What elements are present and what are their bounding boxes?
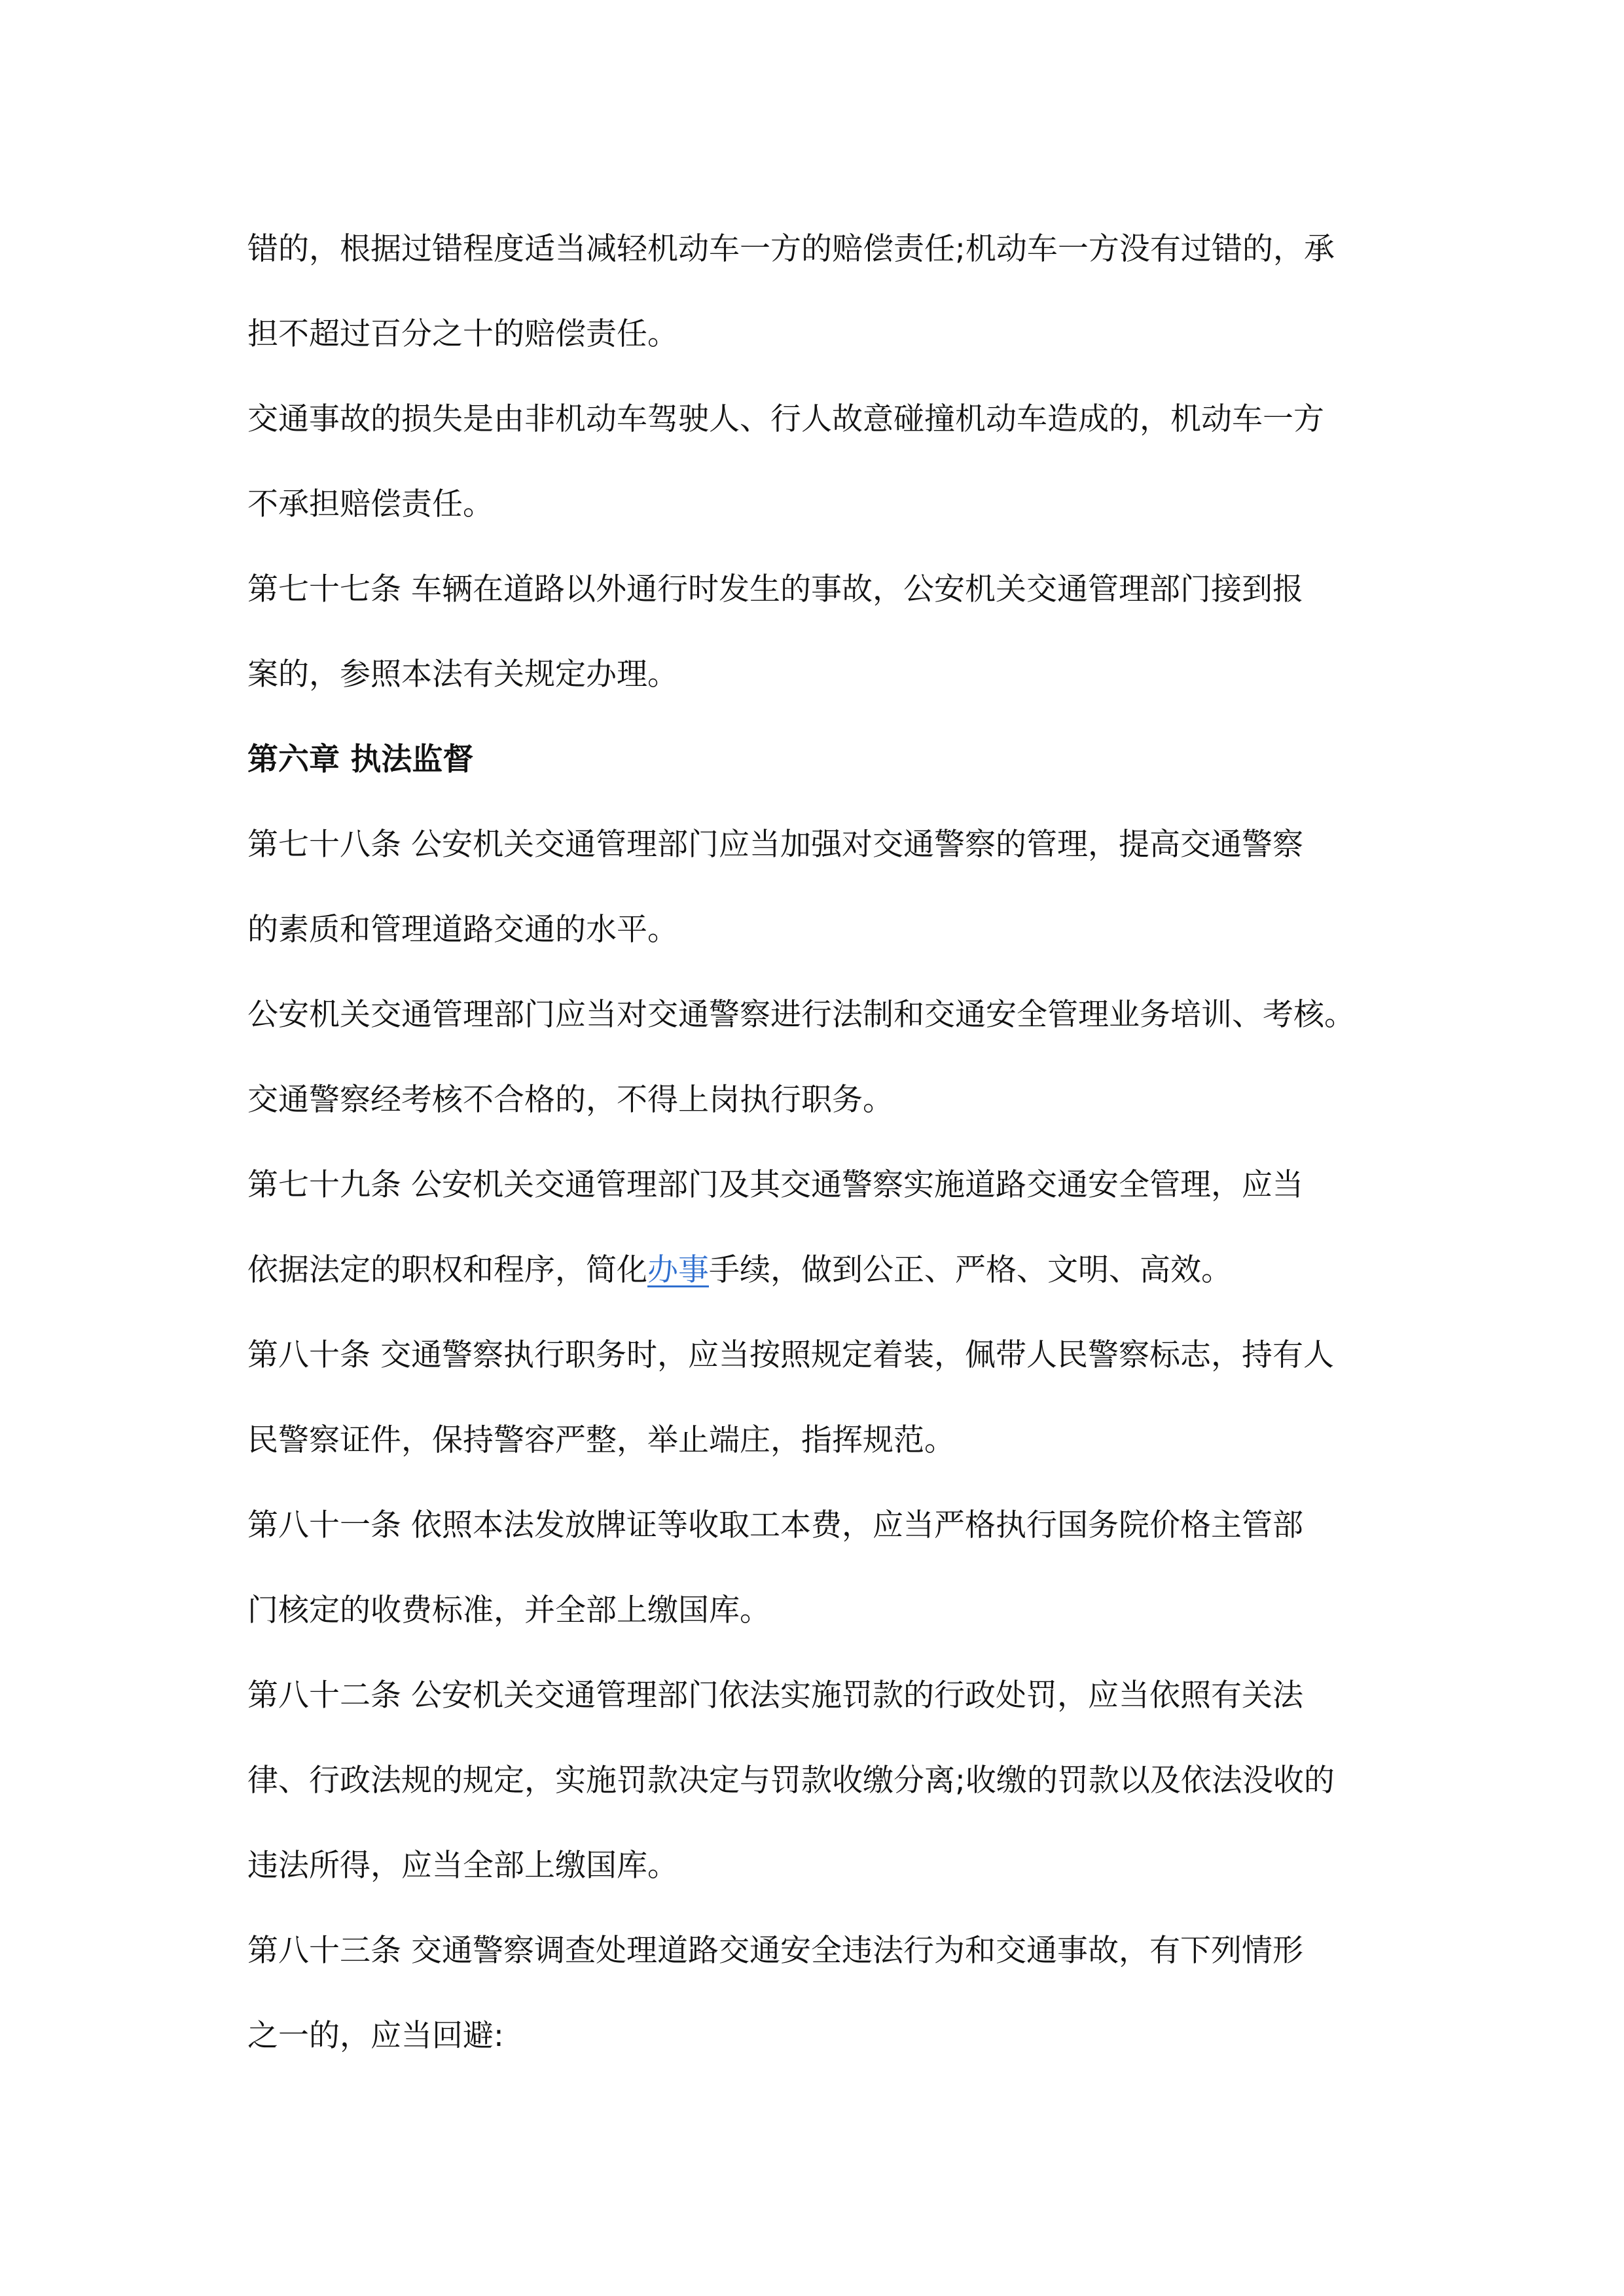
text-line: 案的，参照本法有关规定办理。 (247, 656, 678, 692)
article-79-line: 第七十九条 公安机关交通管理部门及其交通警察实施道路交通安全管理，应当 (247, 1167, 1303, 1203)
text-line: 的素质和管理道路交通的水平。 (247, 912, 678, 948)
article-81-line: 第八十一条 依照本法发放牌证等收取工本费，应当严格执行国务院价格主管部 (247, 1507, 1303, 1543)
article-78-line: 第七十八条 公安机关交通管理部门应当加强对交通警察的管理，提高交通警察 (247, 827, 1303, 863)
banshi-link[interactable]: 办事 (647, 1252, 709, 1288)
text-line: 不承担赔偿责任。 (247, 486, 494, 522)
document-body (247, 207, 1409, 2079)
text-line: 交通警察经考核不合格的，不得上岗执行职务。 (247, 1082, 893, 1118)
text-line: 交通事故的损失是由非机动车驾驶人、行人故意碰撞机动车造成的，机动车一方 (247, 401, 1324, 437)
text-line-with-link (247, 1228, 1409, 1313)
text-segment: 手续，做到公正、严格、文明、高效。 (709, 1252, 1232, 1288)
text-line: 律、行政法规的规定，实施罚款决定与罚款收缴分离;收缴的罚款以及依法没收的 (247, 1763, 1335, 1799)
text-line: 民警察证件，保持警容严整，举止端庄，指挥规范。 (247, 1422, 955, 1458)
text-line: 公安机关交通管理部门应当对交通警察进行法制和交通安全管理业务培训、考核。 (247, 997, 1355, 1033)
chapter-heading: 第六章 执法监督 (247, 742, 474, 778)
article-83-line: 第八十三条 交通警察调查处理道路交通安全违法行为和交通事故，有下列情形 (247, 1933, 1303, 1969)
article-77-line: 第七十七条 车辆在道路以外通行时发生的事故，公安机关交通管理部门接到报 (247, 571, 1303, 607)
article-80-line: 第八十条 交通警察执行职务时，应当按照规定着装，佩带人民警察标志，持有人 (247, 1337, 1334, 1373)
text-line: 担不超过百分之十的赔偿责任。 (247, 316, 678, 352)
text-line: 违法所得，应当全部上缴国库。 (247, 1848, 678, 1884)
text-line: 门核定的收费标准，并全部上缴国库。 (247, 1592, 770, 1628)
text-line: 错的，根据过错程度适当减轻机动车一方的赔偿责任;机动车一方没有过错的，承 (247, 231, 1335, 267)
article-82-line: 第八十二条 公安机关交通管理部门依法实施罚款的行政处罚，应当依照有关法 (247, 1677, 1303, 1713)
text-segment: 依据法定的职权和程序，简化 (247, 1252, 647, 1288)
text-line: 之一的，应当回避: (247, 2018, 504, 2054)
